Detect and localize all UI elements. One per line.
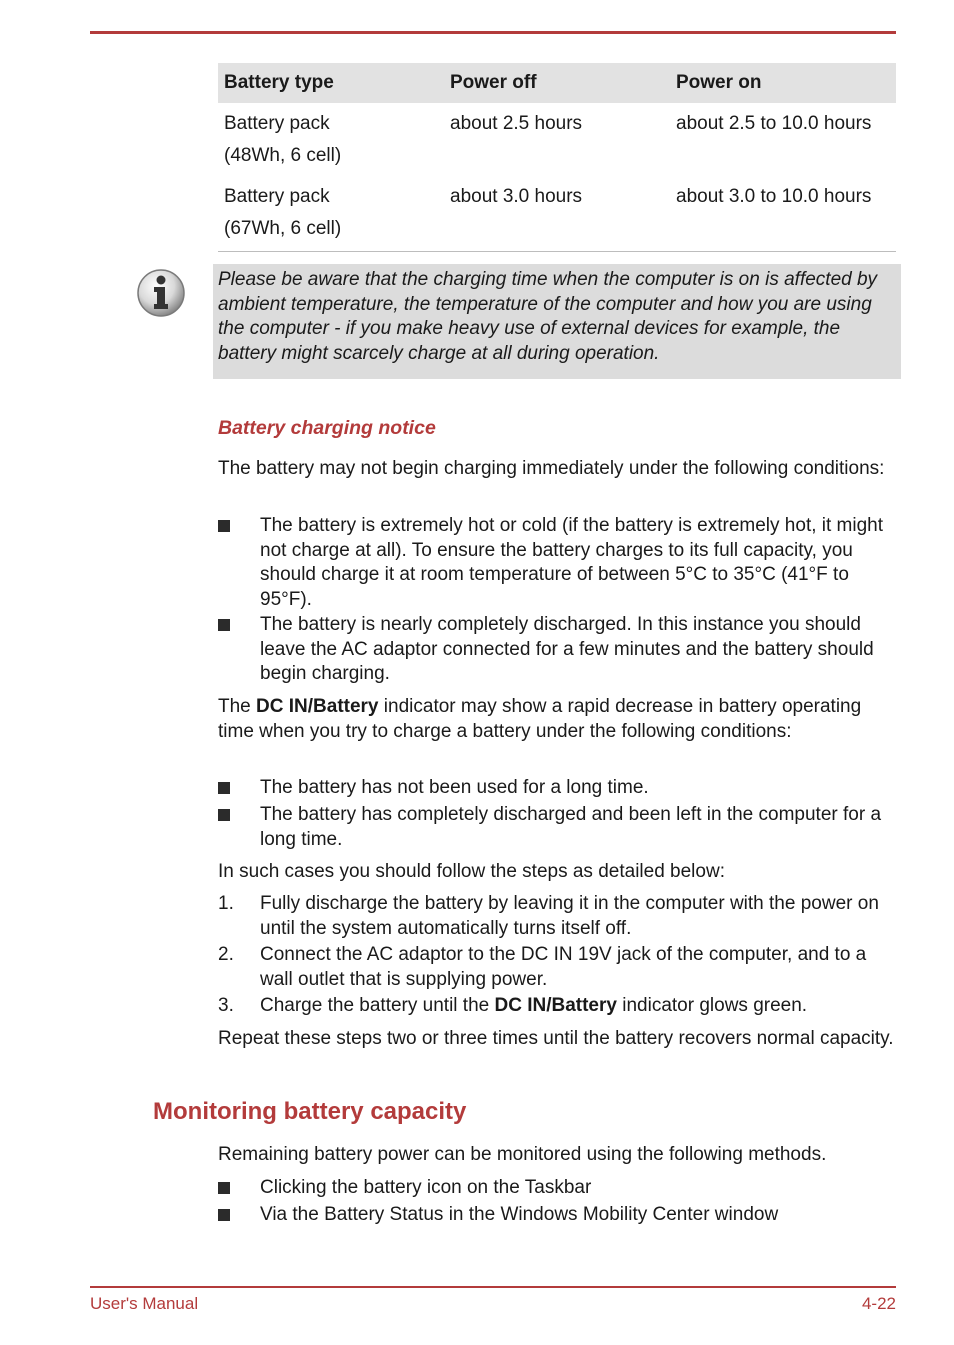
- text-run: indicator glows green.: [616, 995, 808, 1016]
- bullet-square: [218, 1182, 230, 1194]
- type-line: Battery pack: [224, 186, 330, 207]
- page-number: 4-22: [861, 1294, 896, 1313]
- text-run: Charge the battery until the: [260, 995, 495, 1016]
- indicator-name: DC IN/Battery: [494, 995, 617, 1016]
- type-line: (67Wh, 6 cell): [224, 218, 342, 239]
- footer-manual-title: User's Manual: [90, 1294, 199, 1313]
- table-cell-type: [218, 176, 444, 252]
- bullet-square: [218, 809, 230, 821]
- step-text: Fully discharge the battery by leaving it in the computer with the power on until the system automatically turns itself off.: [260, 893, 879, 939]
- text-run: The: [218, 696, 257, 717]
- step-text: Connect the AC adaptor to the DC IN 19V jack of the computer, and to a wall outlet that is supplying power.: [260, 944, 867, 990]
- table-cell-off: about 2.5 hours: [450, 113, 583, 134]
- header-rule: [90, 31, 896, 34]
- bullet-square: [218, 782, 230, 794]
- step-text: [260, 994, 900, 1019]
- text-run: indicator may show a rapid decrease in battery operating time when you try to charge a battery under the following conditions:: [218, 696, 862, 742]
- list-item-text: Clicking the battery icon on the Taskbar: [260, 1177, 592, 1198]
- step-number: 1.: [218, 893, 234, 914]
- table-row: [218, 176, 896, 252]
- footer-rule: [90, 1286, 896, 1288]
- list-item-text: The battery is nearly completely discharged. In this instance you should leave the AC adaptor connected for a few minutes and the battery should begin charging.: [260, 614, 874, 684]
- bullet-square: [218, 1209, 230, 1221]
- list-item-text: The battery has not been used for a long time.: [260, 777, 649, 798]
- bullet-square: [218, 619, 230, 631]
- list-item-text: Via the Battery Status in the Windows Mobility Center window: [260, 1204, 779, 1225]
- bullet-square: [218, 520, 230, 532]
- table-cell-on: about 3.0 to 10.0 hours: [670, 176, 896, 252]
- battery-time-table: [218, 63, 896, 252]
- list-item-text: The battery has completely discharged and been left in the computer for a long time.: [260, 804, 882, 850]
- monitoring-section-title: Monitoring battery capacity: [153, 1098, 467, 1125]
- type-line: Battery pack: [224, 113, 330, 134]
- table-header-cell: Power on: [670, 63, 896, 103]
- indicator-name: DC IN/Battery: [256, 696, 379, 717]
- list-item-text: The battery is extremely hot or cold (if the battery is extremely hot, it might not charge at all). To ensure the battery charges to its full capacity, you should charge it at room temperature of between 5°C to 35°C (41°F to 95°F).: [260, 515, 884, 610]
- step-number: 3.: [218, 995, 234, 1016]
- table-cell-on: about 2.5 to 10.0 hours: [676, 113, 872, 134]
- info-icon: [136, 268, 186, 318]
- table-row: [218, 103, 896, 176]
- table-header-cell: Battery type: [218, 63, 444, 103]
- step-number: 2.: [218, 944, 234, 965]
- charging-notice-heading: Battery charging notice: [218, 417, 436, 439]
- table-cell-type: [218, 103, 444, 176]
- type-line: (48Wh, 6 cell): [224, 145, 342, 166]
- closing-paragraph: Repeat these steps two or three times until the battery recovers normal capacity.: [218, 1028, 894, 1049]
- table-header-cell: Power off: [444, 63, 670, 103]
- monitoring-intro: Remaining battery power can be monitored using the following methods.: [218, 1144, 827, 1165]
- charging-intro: The battery may not begin charging immediately under the following conditions:: [218, 458, 885, 479]
- table-cell-off: about 3.0 hours: [444, 176, 670, 252]
- note-box: Please be aware that the charging time when the computer is on is affected by ambient temperature, the temperature of the computer and how you are using the computer - if you make heavy use of external devices for example, the battery might scarcely charge at all during operation.: [213, 264, 901, 379]
- indicator-paragraph: [218, 695, 898, 744]
- steps-intro: In such cases you should follow the steps as detailed below:: [218, 861, 725, 882]
- table-header-row: [218, 63, 896, 103]
